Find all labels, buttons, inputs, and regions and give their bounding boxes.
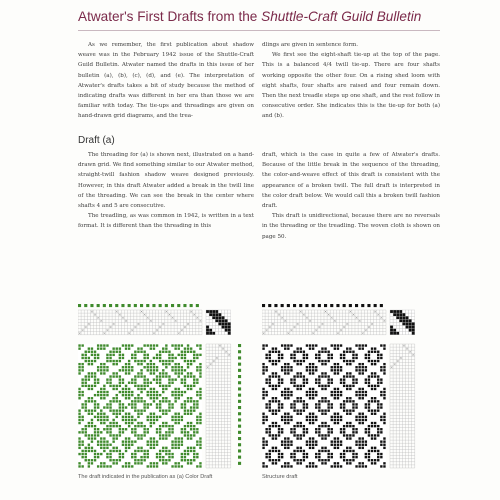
weft-color-column [238, 344, 241, 465]
title-italic-text: Shuttle-Craft Guild Bulletin [261, 9, 422, 24]
structure-treadling-grid [390, 344, 415, 468]
structure-threading-grid [262, 310, 386, 335]
draft-left-paragraph-2: The treadling, as was common in 1942, is written in a text format. It is different than the threading in this [78, 213, 254, 230]
color-draft-diagram [78, 304, 248, 470]
structure-draft-caption: Structure draft [262, 474, 298, 480]
draft-left-paragraph-1: The threading for (a) is shown next, illustrated on a hand-drawn grid. We find something similar to our Atwater method, straight-twill fashion shadow weave designed previously. However, in this draft Atwater added a break in the twill line of the threading. We can see the break in the center where shafts 4 and 5 are consecutive. [78, 152, 254, 210]
draft-right-paragraph-2: This draft is unidirectional, because there are no reversals in the threading or the treadling. The woven cloth is shown on page 50. [262, 213, 440, 240]
draft-left-column [78, 150, 254, 232]
intro-left-column [78, 40, 254, 122]
tieup-block [206, 310, 231, 335]
treadling-grid [206, 344, 231, 468]
color-draft-caption: The draft indicated in the publication as (a) Color Draft [78, 474, 213, 480]
page-title [78, 8, 438, 26]
draft-right-column [262, 150, 440, 242]
intro-right-paragraph-1: dlings are given in sentence form. [262, 42, 359, 48]
title-text: Atwater's First Drafts from the [78, 9, 262, 24]
intro-right-column [262, 40, 440, 122]
warp-color-row [78, 304, 199, 307]
intro-right-paragraph-2: We first see the eight-shaft tie-up at the top of the page. This is a balanced 4/4 twill tie-up. There are four shafts working opposite the other four. On a rising shed loom with eight shafts, four shafts are raised and four remain down. Then the next treadle steps up one shaft, and the rest follow in consecutive order. She indicates this is the tie-up for both (a) and (b). [262, 52, 440, 120]
color-drawdown [78, 344, 202, 468]
color-draft-figure [78, 304, 248, 470]
warp-black-row [262, 304, 383, 307]
title-rule [78, 30, 440, 31]
structure-tieup-block [390, 310, 415, 335]
threading-grid [78, 310, 202, 335]
structure-drawdown-bg [262, 344, 386, 468]
section-heading: Draft (a) [78, 135, 115, 146]
color-drawdown-bg [78, 344, 202, 468]
draft-right-paragraph-1: draft, which is the case in quite a few of Atwater's drafts. Because of the little break in the sequence of the threading, the color-and-weave effect of this draft is consistent with the appearance of a broken twill. The full draft is interpreted in the color draft below. We would call this a broken twill fashion draft. [262, 152, 440, 210]
intro-left-paragraph: As we remember, the first publication about shadow weave was in the February 1942 issue of the Shuttle-Craft Guild Bulletin. Atwater named the drafts in this issue of her bulletin (a), (b), (c), (d), and (e). The interpretation of Atwater's drafts takes a bit of study because the method of indicating drafts was different in her era than those we are familiar with today. The tie-ups and threadings are given on hand-drawn grid diagrams, and the trea- [78, 42, 254, 120]
structure-draft-diagram [262, 304, 440, 470]
structure-drawdown [262, 344, 386, 468]
structure-draft-figure [262, 304, 440, 470]
